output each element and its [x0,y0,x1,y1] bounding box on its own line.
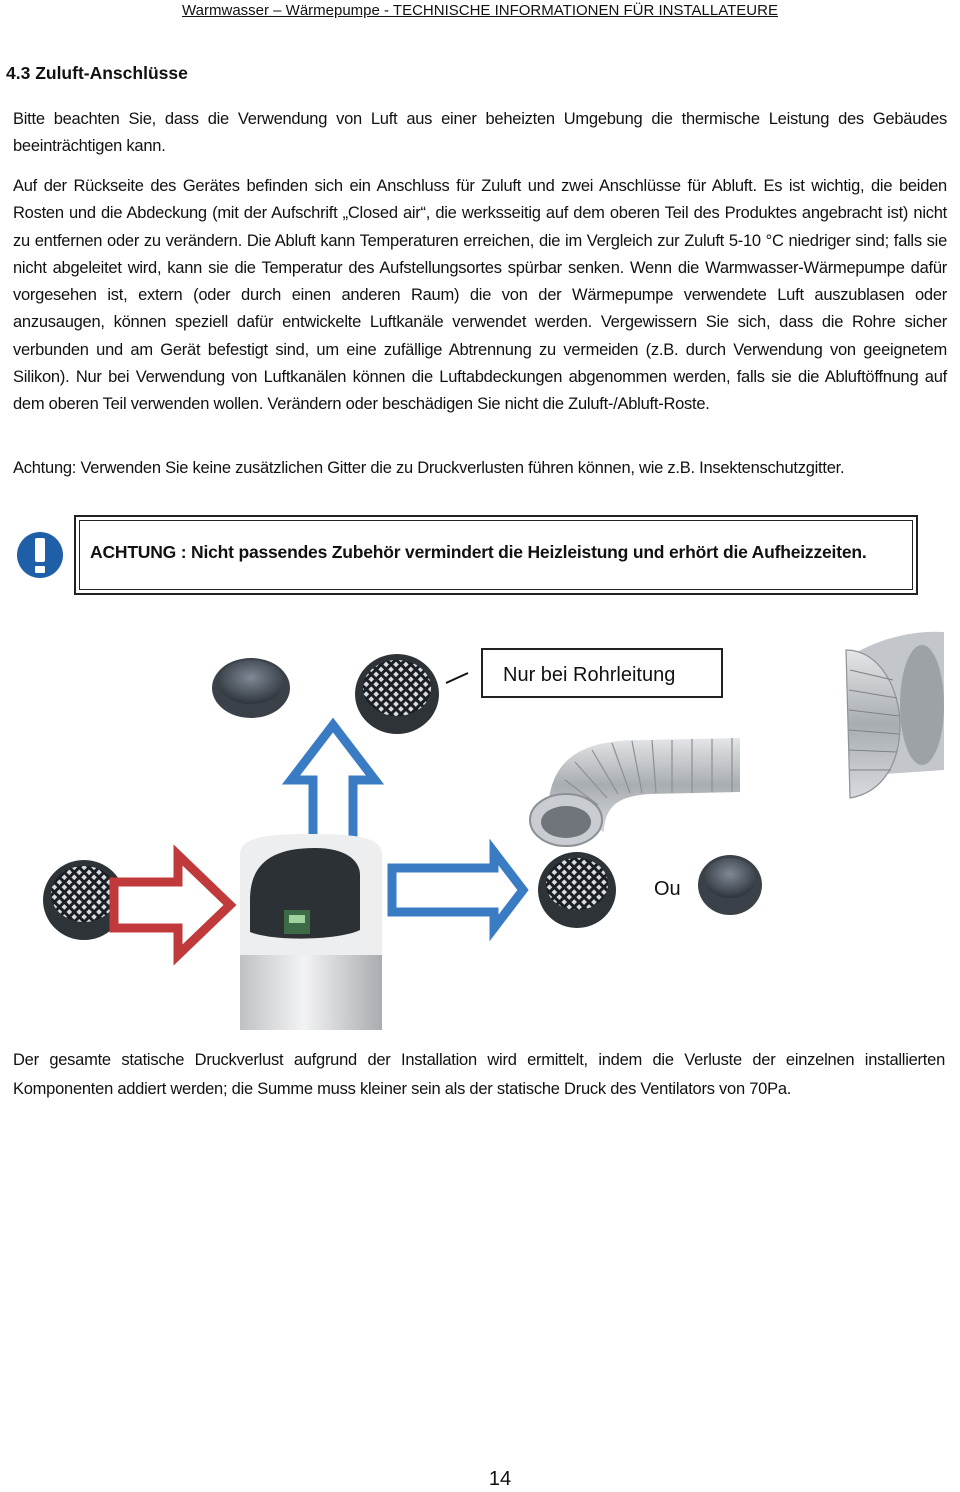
warning-text: ACHTUNG : Nicht passendes Zubehör vermindert die Heizleistung und erhört die Aufheizzeiten. [90,542,867,562]
duct-only-callout: Nur bei Rohrleitung [481,648,723,698]
inlet-arrow-right [114,855,230,955]
warning-box [74,515,918,595]
exclamation-icon [17,532,63,578]
outlet-arrow-right [392,852,523,928]
page-header: Warmwasser – Wärmepumpe - TECHNISCHE INFORMATIONEN FÜR INSTALLATEURE [182,2,778,19]
paragraph-caution: Achtung: Verwenden Sie keine zusätzlichen Gitter die zu Druckverlusten führen können, wie z.B. Insektenschutzgitter. [13,459,845,477]
paragraph-connections: Auf der Rückseite des Gerätes befinden sich ein Anschluss für Zuluft und zwei Anschlüsse für Abluft. Es ist wichtig, die beiden Rosten und die Abdeckung (mit der Aufschrift „Closed air“, die werksseitig auf dem oberen Teil des Produktes angebracht ist) nicht zu entfernen oder zu verändern. Die Abluft kann Temperaturen erreichen, die im Vergleich zur Zuluft 5-10 °C niedriger sind; falls sie nicht abgeleitet wird, kann sie die Temperatur des Aufstellungsortes spürbar senken. Wenn die Warmwasser-Wärmepumpe dafür vorgesehen ist, extern (oder durch einen anderen Raum) die von der Wärmepumpe verwendete Luft auszublasen oder anzusaugen, können speziell dafür entwickelte Luftkanäle verwendet werden. Vergewissern Sie sich, dass die Rohre sicher verbunden und am Gerät befestigt sind, um eine zufällige Abtrennung zu vermeiden (z.B. durch Verwendung von geeignetem Silikon). Nur bei Verwendung von Luftkanälen können die Luftabdeckungen abgenommen werden, falls sie die Abluftöffnung auf dem oberen Teil verwenden wollen. Verändern oder beschädigen Sie nicht die Zuluft-/Abluft-Roste. [13,177,947,414]
or-label: Ou [654,878,681,900]
callout-leader [446,673,468,683]
cover-cap-right [698,855,762,915]
heat-pump-unit [240,834,382,1030]
paragraph-pressure-loss: Der gesamte statische Druckverlust aufgrund der Installation wird ermittelt, indem die Verluste der einzelnen installierten Komponenten addiert werden; die Summe muss kleiner sein als der statische Druck des Ventilators von 70Pa. [13,1051,945,1098]
air-connection-illustration [0,610,960,1040]
grille-cap-right [538,852,616,928]
grille-cap-top [355,654,439,734]
cover-cap-top [212,658,290,718]
section-title: 4.3 Zuluft-Anschlüsse [6,63,188,83]
page-number: 14 [488,1468,512,1490]
duct-connection-photo [846,632,944,798]
paragraph-intro: Bitte beachten Sie, dass die Verwendung von Luft aus einer beheizten Umgebung die thermische Leistung des Gebäudes beeinträchtigen kann. [13,110,947,156]
flexible-duct [530,738,740,846]
